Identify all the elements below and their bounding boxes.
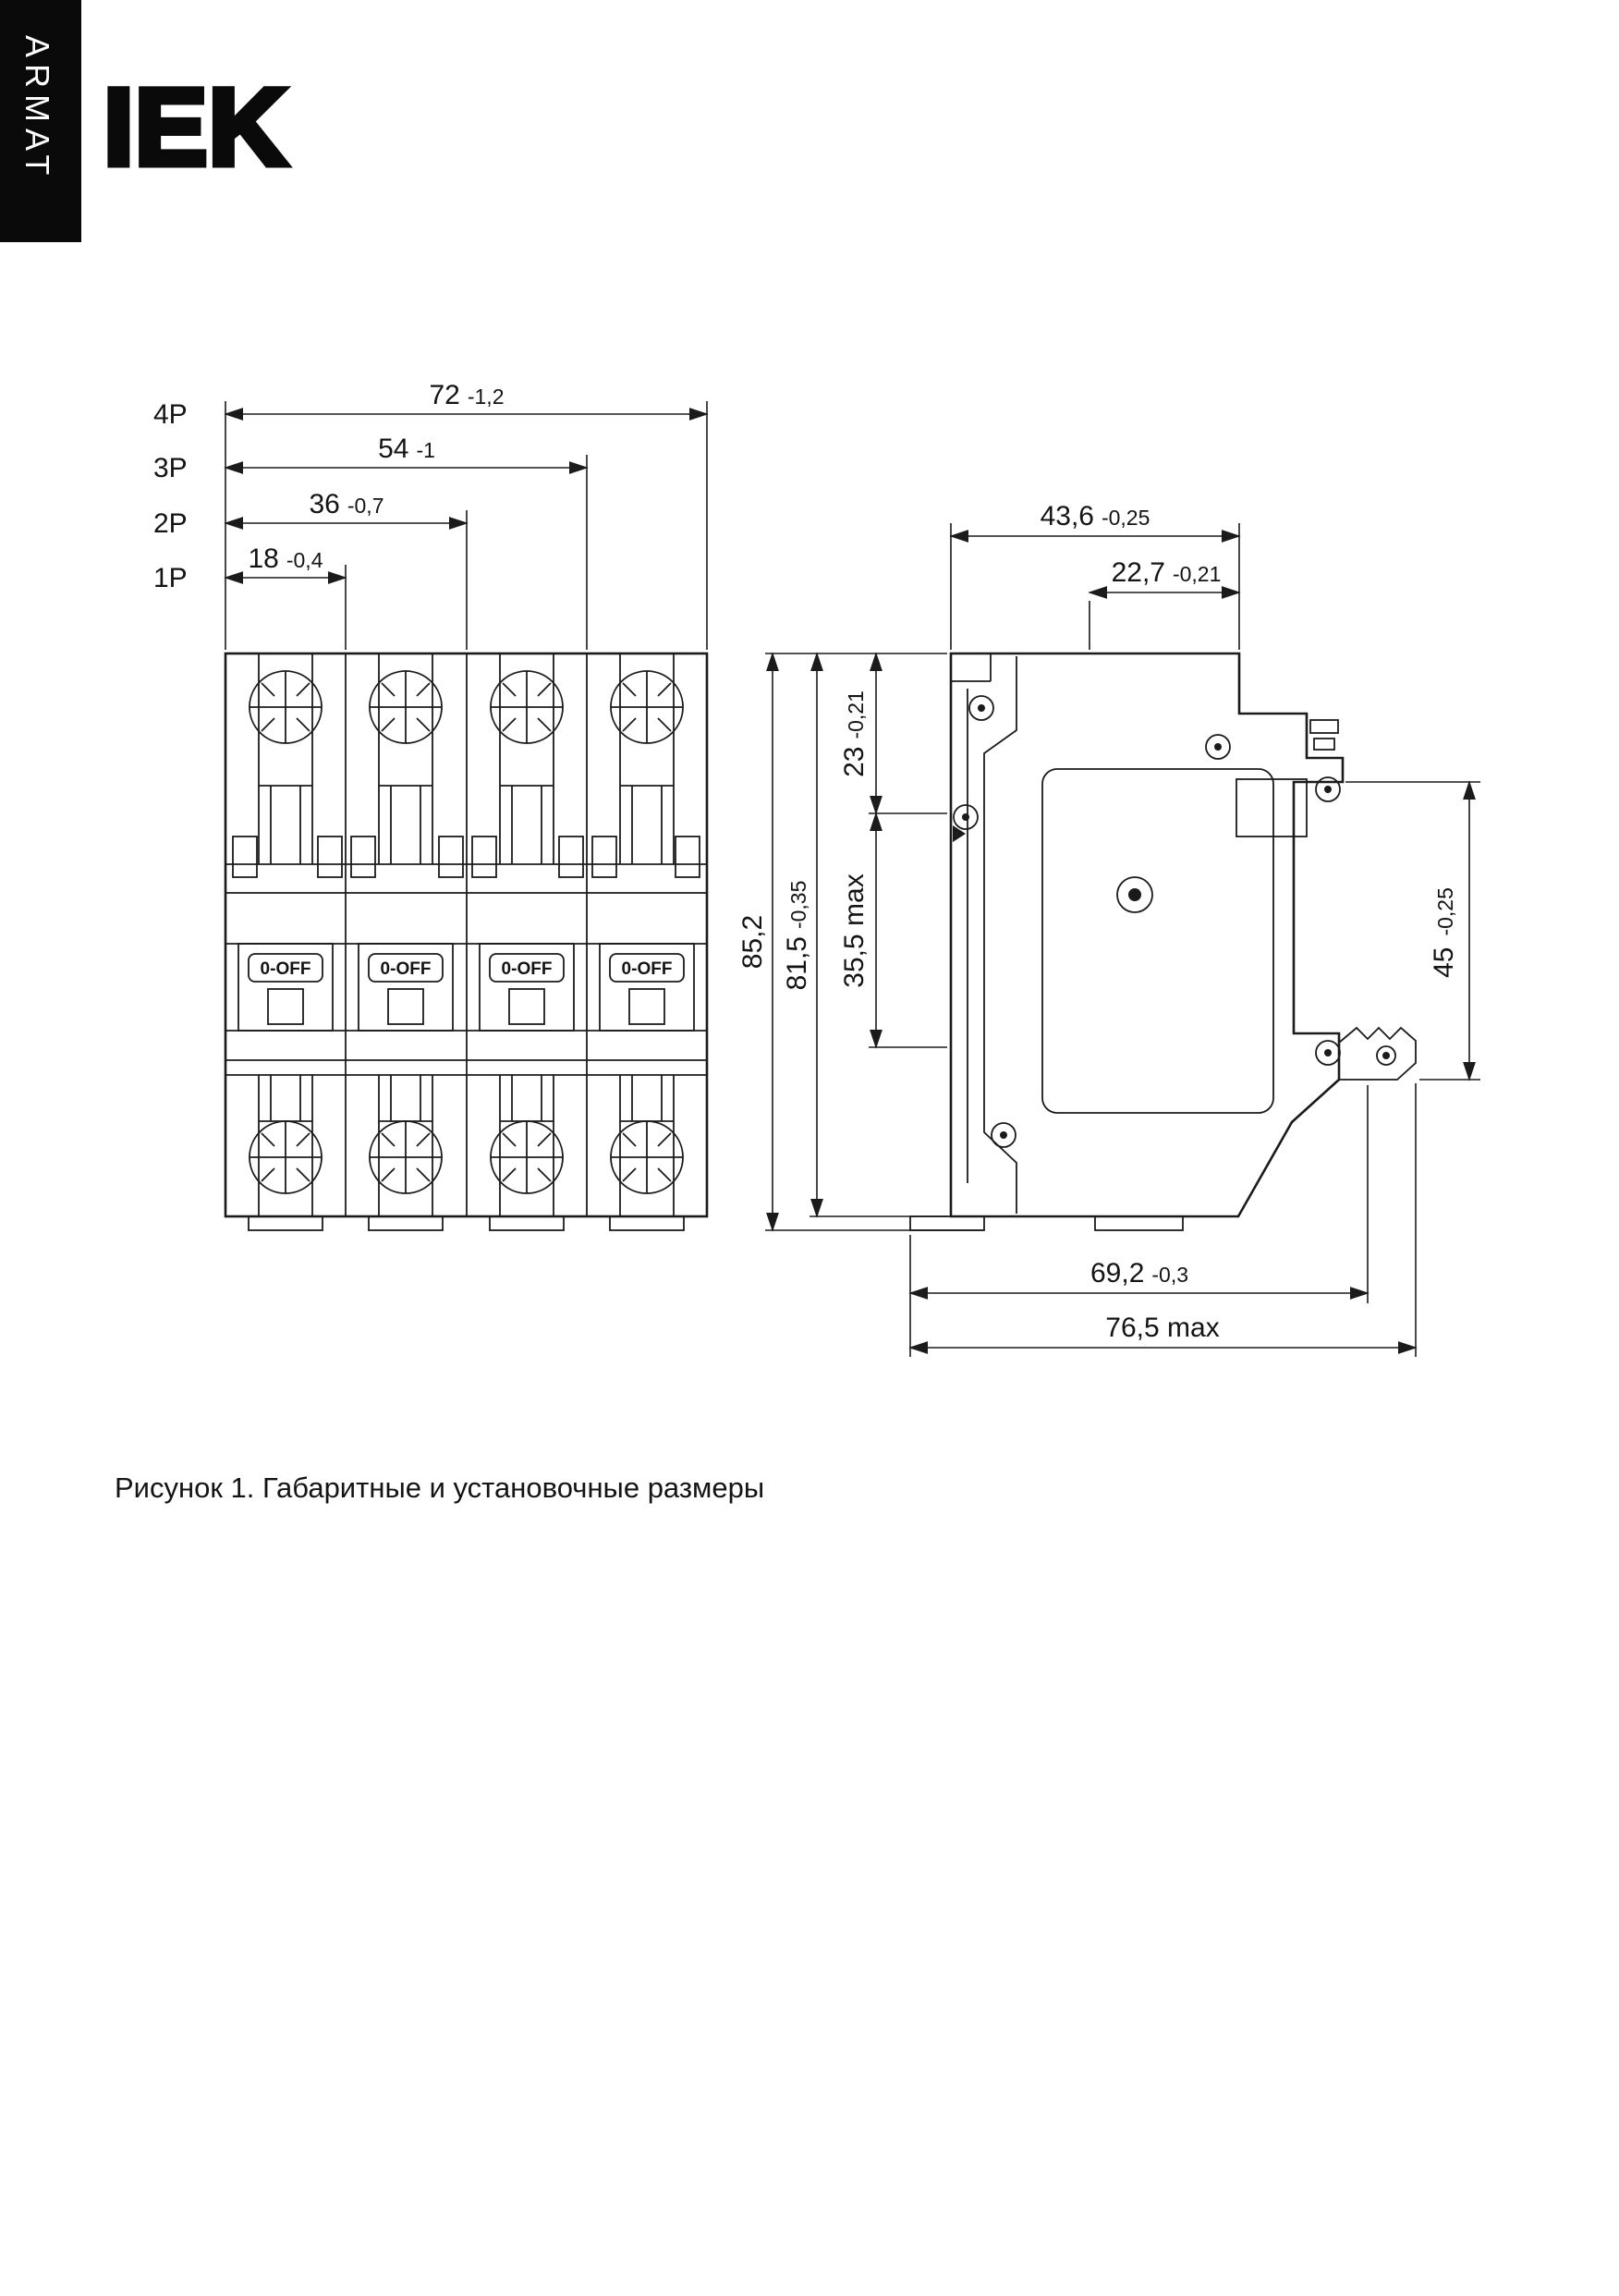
pole-label-1p: 1P	[153, 563, 188, 593]
handle-label-2: 0-OFF	[380, 959, 432, 979]
dim-protrusion: 35,5 max	[839, 873, 870, 988]
figure-caption: Рисунок 1. Габаритные и установочные размеры	[115, 1472, 765, 1504]
side-body-outline	[951, 653, 1343, 1216]
armat-label: ARMAT	[18, 35, 56, 182]
pole-label-4p: 4P	[153, 399, 188, 430]
dim-depth: 43,6 -0,25	[1040, 501, 1150, 531]
iek-logo-text: IEK	[103, 67, 288, 189]
handle-label-1: 0-OFF	[260, 959, 311, 979]
dim-total-height: 85,2	[737, 914, 768, 970]
dim-total-depth: 76,5 max	[1105, 1313, 1220, 1343]
handle-label-3: 0-OFF	[501, 959, 553, 979]
dim-mount-height: 81,5-0,35	[782, 880, 812, 991]
dim-top-section: 23-0,21	[839, 690, 870, 777]
pole-label-3p: 3P	[153, 453, 188, 483]
front-extension-lines	[225, 401, 707, 650]
dim-width-2p: 36 -0,7	[309, 489, 384, 519]
handle-label-4: 0-OFF	[621, 959, 673, 979]
dim-mount-depth: 69,2 -0,3	[1089, 1258, 1189, 1288]
dim-width-4p: 72 -1,2	[429, 380, 505, 410]
dim-width-3p: 54 -1	[378, 434, 435, 464]
side-view	[737, 501, 1480, 1357]
dim-recess-height: 45-0,25	[1429, 887, 1459, 978]
din-clip	[1339, 1028, 1416, 1080]
front-feet	[249, 1216, 684, 1230]
front-view	[153, 380, 707, 1230]
dim-width-1p: 18 -0,4	[248, 543, 323, 574]
dim-handle-offset: 22,7 -0,21	[1111, 557, 1222, 588]
brand-block	[0, 0, 288, 242]
front-body	[225, 653, 707, 1230]
pole-label-2p: 2P	[153, 508, 188, 539]
